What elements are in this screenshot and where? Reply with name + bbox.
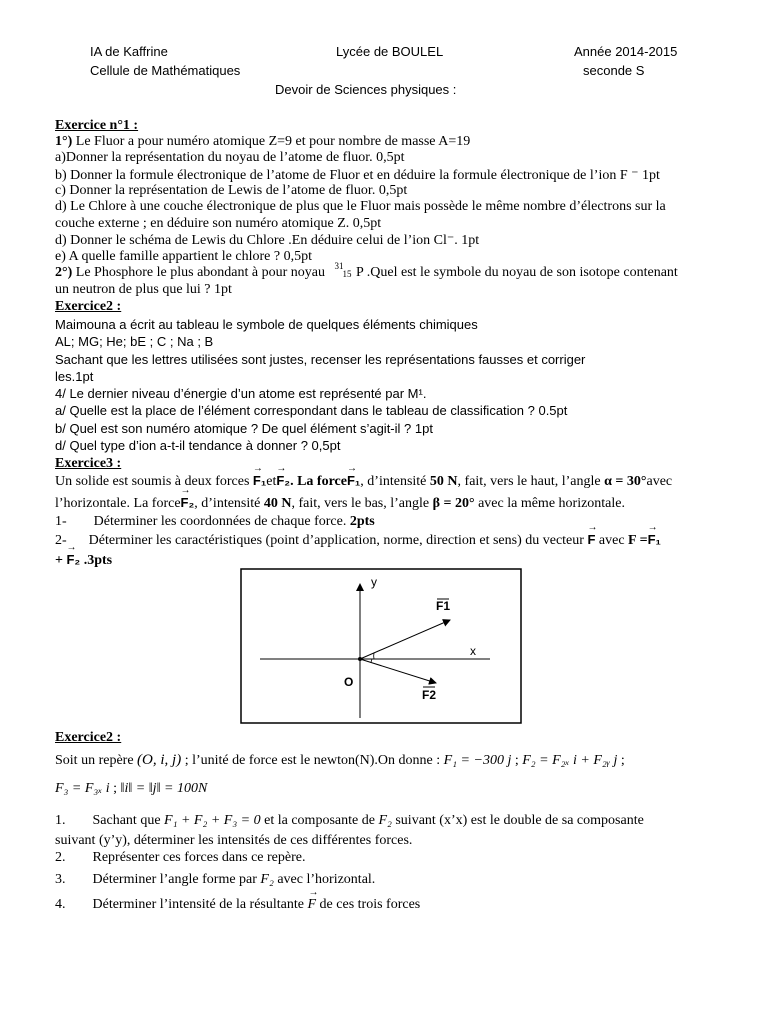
ex3-title: Exercice3 : (55, 456, 122, 471)
school-year: Année 2014-2015 (574, 44, 678, 59)
ex3-l1b: et (266, 474, 277, 489)
ex3-q2-cont (55, 552, 112, 569)
ex4-l1: Soit un repère (O, i, j) ; l’unité de force est le newton(N).On donne : F₁ = −300 j ; F₂ = F₂ₓ i + F₂ᵧ j ; (55, 752, 625, 768)
ex1-q2-text-2: P .Quel est le symbole du noyau de son isotope contenant (356, 265, 678, 280)
ex4-q1b: et la composante de (264, 813, 375, 828)
ex1-q2-num: 2°) (55, 265, 73, 280)
ex4-q2 (55, 850, 306, 866)
ex3-l2b: , d’intensité (194, 496, 261, 511)
y-label: y (371, 575, 377, 589)
document-title: Devoir de Sciences physiques : (275, 82, 457, 97)
ex4-q1c: suivant (x’x) est le double de sa composante (395, 813, 644, 828)
f2-symbol: F₂ (378, 813, 392, 828)
force-diagram (240, 568, 522, 724)
ex1-q1-num: 1°) (55, 134, 73, 149)
ex4-q4-num: 4. (55, 897, 66, 912)
ex3-q2-text: Déterminer les caractéristiques (point d’application, norme, direction et sens) du vecteur (88, 533, 584, 548)
ex4-q2-text: Représenter ces forces dans ce repère. (92, 850, 306, 865)
origin-label: O (344, 675, 354, 689)
f2-vector-3: → F₂ (66, 552, 80, 567)
ex3-q2-avec: avec (598, 533, 625, 548)
norm-equation: ‖i‖ = ‖j‖ = 100N (120, 781, 208, 796)
f3-equation: F₃ = F₃ₓ i (55, 781, 110, 796)
ex4-q1-num: 1. (55, 813, 66, 828)
ex3-l1e: , fait, vers le haut, l’angle (457, 474, 601, 489)
ex2-l1: Maimouna a écrit au tableau le symbole de quelques éléments chimiques (55, 317, 478, 332)
ex3-l1d: , d’intensité (360, 474, 427, 489)
ex1-title: Exercice n°1 : (55, 118, 139, 133)
ex2-l8: d/ Quel type d’ion a-t-il tendance à donner ? 0,5pt (55, 438, 341, 453)
ex3-l2a: l’horizontale. La force (55, 496, 181, 511)
ex1-q1 (55, 134, 470, 150)
ex4-l2: F₃ = F₃ₓ i ; ‖i‖ = ‖j‖ = 100N (55, 781, 208, 796)
ex2-l4: les.1pt (55, 369, 94, 384)
ex3-q2-pts: .3pts (83, 553, 113, 568)
ex1-q2-text: Le Phosphore le plus abondant à pour noyau (75, 265, 325, 280)
ex1-a: a)Donner la représentation du noyau de l’atome de fluor. 0,5pt (55, 150, 405, 165)
ex2-l7: b/ Quel est son numéro atomique ? De quel élément s’agit-il ? 1pt (55, 421, 433, 436)
ex1-d2: couche externe ; en déduire son numéro atomique Z. 0,5pt (55, 216, 382, 231)
ex4-q4 (55, 897, 420, 913)
f1-equation: F₁ = −300 j (443, 753, 512, 768)
origin-point (358, 657, 362, 661)
lycee-name: Lycée de BOULEL (336, 44, 444, 59)
ex3-q2-num: 2- (55, 533, 67, 548)
ex1-c: c) Donner la représentation de Lewis de l’atome de fluor. 0,5pt (55, 183, 408, 198)
ex3-l2 (55, 495, 625, 512)
f2-equation: F₂ = F₂ₓ i + F₂ᵧ j (522, 753, 618, 768)
f-vector: → F (587, 532, 595, 547)
ex4-q4b: de ces trois forces (319, 897, 421, 912)
ex3-q1-num: 1- (55, 514, 67, 529)
ex1-d1: d) Le Chlore à une couche électronique de plus que le Fluor mais possède le même nombre d’électrons sur la (55, 199, 666, 214)
f-resultant: → F (307, 897, 316, 913)
f1-vector-3: → F₁ (648, 532, 661, 547)
ex3-q1-text: Déterminer les coordonnées de chaque force. (93, 514, 347, 529)
cell-name: Cellule de Mathématiques (90, 63, 241, 78)
ex1-q1-text: Le Fluor a pour numéro atomique Z=9 et pour nombre de masse A=19 (75, 134, 471, 149)
ex4-q3 (55, 872, 375, 888)
ex1-q2-c: un neutron de plus que lui ? 1pt (55, 282, 232, 297)
f1-intensity: 50 N (429, 474, 458, 489)
f1-label: F1 (436, 599, 451, 613)
ex4-q3b: avec l’horizontal. (277, 872, 376, 887)
ex3-q1 (55, 514, 375, 530)
sum-equation: F₁ + F₂ + F₃ = 0 (164, 813, 261, 828)
ex2-title: Exercice2 : (55, 299, 122, 314)
ex3-l1c: . La force (290, 474, 347, 489)
f1-vector: → F₁ (253, 473, 266, 488)
ex4-q2-num: 2. (55, 850, 66, 865)
ex2-l3: Sachant que les lettres utilisées sont justes, recenser les représentations fausses et corriger (55, 352, 586, 367)
ex4-q1a: Sachant que (92, 813, 161, 828)
ex4-q3-num: 3. (55, 872, 66, 887)
ex3-q2 (55, 532, 661, 549)
ex1-b: b) Donner la formule électronique de l’atome de Fluor et en déduire la formule électronique de l’ion F ⁻ 1pt (55, 168, 660, 183)
ex4-q3a: Déterminer l’angle forme par (92, 872, 257, 887)
ex4-q1 (55, 813, 644, 829)
repere: (O, i, j) (137, 752, 182, 768)
f2-symbol-2: F₂ (260, 872, 274, 887)
beta-angle: β = 20° (432, 496, 475, 511)
ex2-l6: a/ Quelle est la place de l’élément correspondant dans le tableau de classification ? 0.5pt (55, 403, 568, 418)
ex1-d3: d) Donner le schéma de Lewis du Chlore .En déduire celui de l’ion Cl⁻. 1pt (55, 233, 480, 248)
ex4-l1b: ; l’unité de force est le newton(N).On donne : (184, 753, 441, 768)
figure-frame (241, 569, 521, 723)
ex3-l2d: avec la même horizontale. (478, 496, 626, 511)
ex3-l1 (55, 473, 672, 490)
mass-number: 31 (334, 261, 344, 271)
ex4-title: Exercice2 : (55, 730, 122, 745)
f2-vector: → F₂ (276, 473, 290, 488)
ex1-e: e) A quelle famille appartient le chlore ? 0,5pt (55, 249, 312, 264)
ex2-l5: 4/ Le dernier niveau d’énergie d’un atome est représenté par M¹. (55, 386, 427, 401)
ex3-q1-pts: 2pts (349, 514, 375, 529)
class-name: seconde S (583, 63, 645, 78)
ex3-l2c: , fait, vers le bas, l’angle (291, 496, 430, 511)
ex4-q4a: Déterminer l’intensité de la résultante (92, 897, 304, 912)
f2-label: F2 (422, 688, 437, 702)
ex1-q2 (55, 261, 678, 281)
alpha-angle: α = 30° (604, 474, 647, 489)
ex2-l2: AL; MG; He; bE ; C ; Na ; B (55, 334, 214, 349)
school-name: IA de Kaffrine (90, 44, 168, 59)
x-label: x (470, 644, 476, 658)
plus-sign: + (55, 553, 63, 568)
f1-vector-2: → F₁ (347, 473, 360, 488)
ex3-l1f: avec (646, 474, 673, 489)
ex3-l1a: Un solide est soumis à deux forces (55, 474, 250, 489)
ex4-l1a: Soit un repère (55, 753, 134, 768)
atomic-number: 15 (342, 269, 352, 279)
f2-intensity: 40 N (263, 496, 292, 511)
ex4-q1-cont: suivant (y’y), déterminer les intensités de ces différentes forces. (55, 833, 413, 848)
f-equation: F = (628, 533, 648, 548)
f2-vector-2: → F₂ (181, 495, 195, 510)
